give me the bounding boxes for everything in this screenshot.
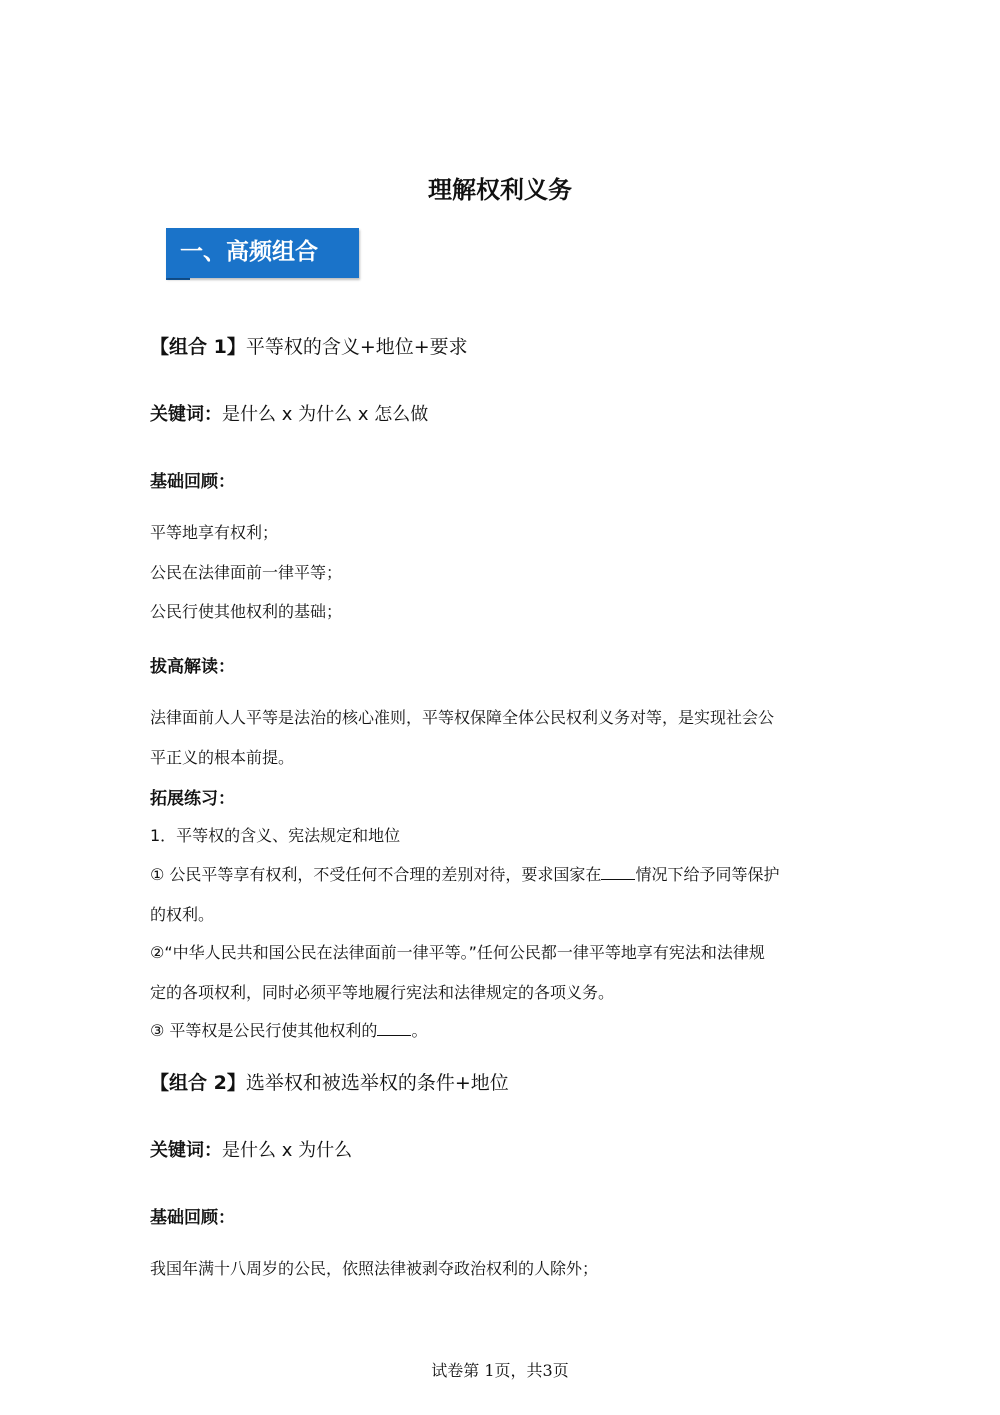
practice-item-1-text: ① 公民平等享有权利，不受任何不合理的差别对待，要求国家在 — [150, 865, 602, 884]
combo-1-keywords — [150, 400, 428, 426]
practice-item-3-end: 。 — [411, 1021, 428, 1040]
fill-in-blank[interactable] — [377, 1034, 411, 1036]
combo-2-tag: 【组合 2】 — [150, 1072, 246, 1094]
combo-2-heading — [150, 1068, 509, 1095]
insight-label: 拔高解读： — [150, 657, 235, 677]
review-label: 基础回顾： — [150, 1208, 235, 1228]
keywords-label: 关键词： — [150, 1140, 222, 1161]
combo-2-keywords — [150, 1136, 352, 1162]
review-item: 我国年满十八周岁的公民，依照法律被剥夺政治权利的人除外； — [150, 1259, 599, 1278]
fill-in-blank[interactable] — [601, 878, 635, 880]
page-title: 理解权利义务 — [428, 176, 572, 204]
practice-item-2: ②“中华人民共和国公民在法律面前一律平等。”任何公民都一律平等地享有宪法和法律规 — [150, 943, 765, 962]
practice-item-2-cont: 定的各项权利，同时必须平等地履行宪法和法律规定的各项义务。 — [150, 983, 615, 1002]
combo-2-text: 选举权和被选举权的条件+地位 — [245, 1072, 509, 1094]
practice-question: 1．平等权的含义、宪法规定和地位 — [150, 826, 401, 845]
review-item: 公民行使其他权利的基础； — [150, 602, 343, 621]
insight-line: 平正义的根本前提。 — [150, 748, 295, 767]
review-label: 基础回顾： — [150, 472, 235, 492]
section-banner: 一、高频组合 — [166, 228, 359, 278]
keywords-label: 关键词： — [150, 404, 222, 425]
review-item: 平等地享有权利； — [150, 523, 279, 542]
practice-item-3 — [150, 1018, 427, 1041]
combo-1-text: 平等权的含义+地位+要求 — [245, 336, 468, 358]
practice-label: 拓展练习： — [150, 789, 235, 809]
combo-1-heading — [150, 332, 468, 359]
practice-item-1-text-cont: 情况下给予同等保护 — [635, 865, 780, 884]
practice-item-3-text: ③ 平等权是公民行使其他权利的 — [150, 1021, 378, 1040]
practice-item-1-end: 的权利。 — [150, 905, 215, 924]
keywords-text: 是什么 x 为什么 — [222, 1140, 353, 1161]
page-footer: 试卷第 1页，共3页 — [431, 1361, 569, 1380]
combo-1-tag: 【组合 1】 — [150, 336, 246, 358]
practice-item-1 — [150, 862, 779, 885]
keywords-text: 是什么 x 为什么 x 怎么做 — [222, 404, 429, 425]
review-item: 公民在法律面前一律平等； — [150, 563, 343, 582]
insight-line: 法律面前人人平等是法治的核心准则，平等权保障全体公民权利义务对等，是实现社会公 — [150, 708, 775, 727]
